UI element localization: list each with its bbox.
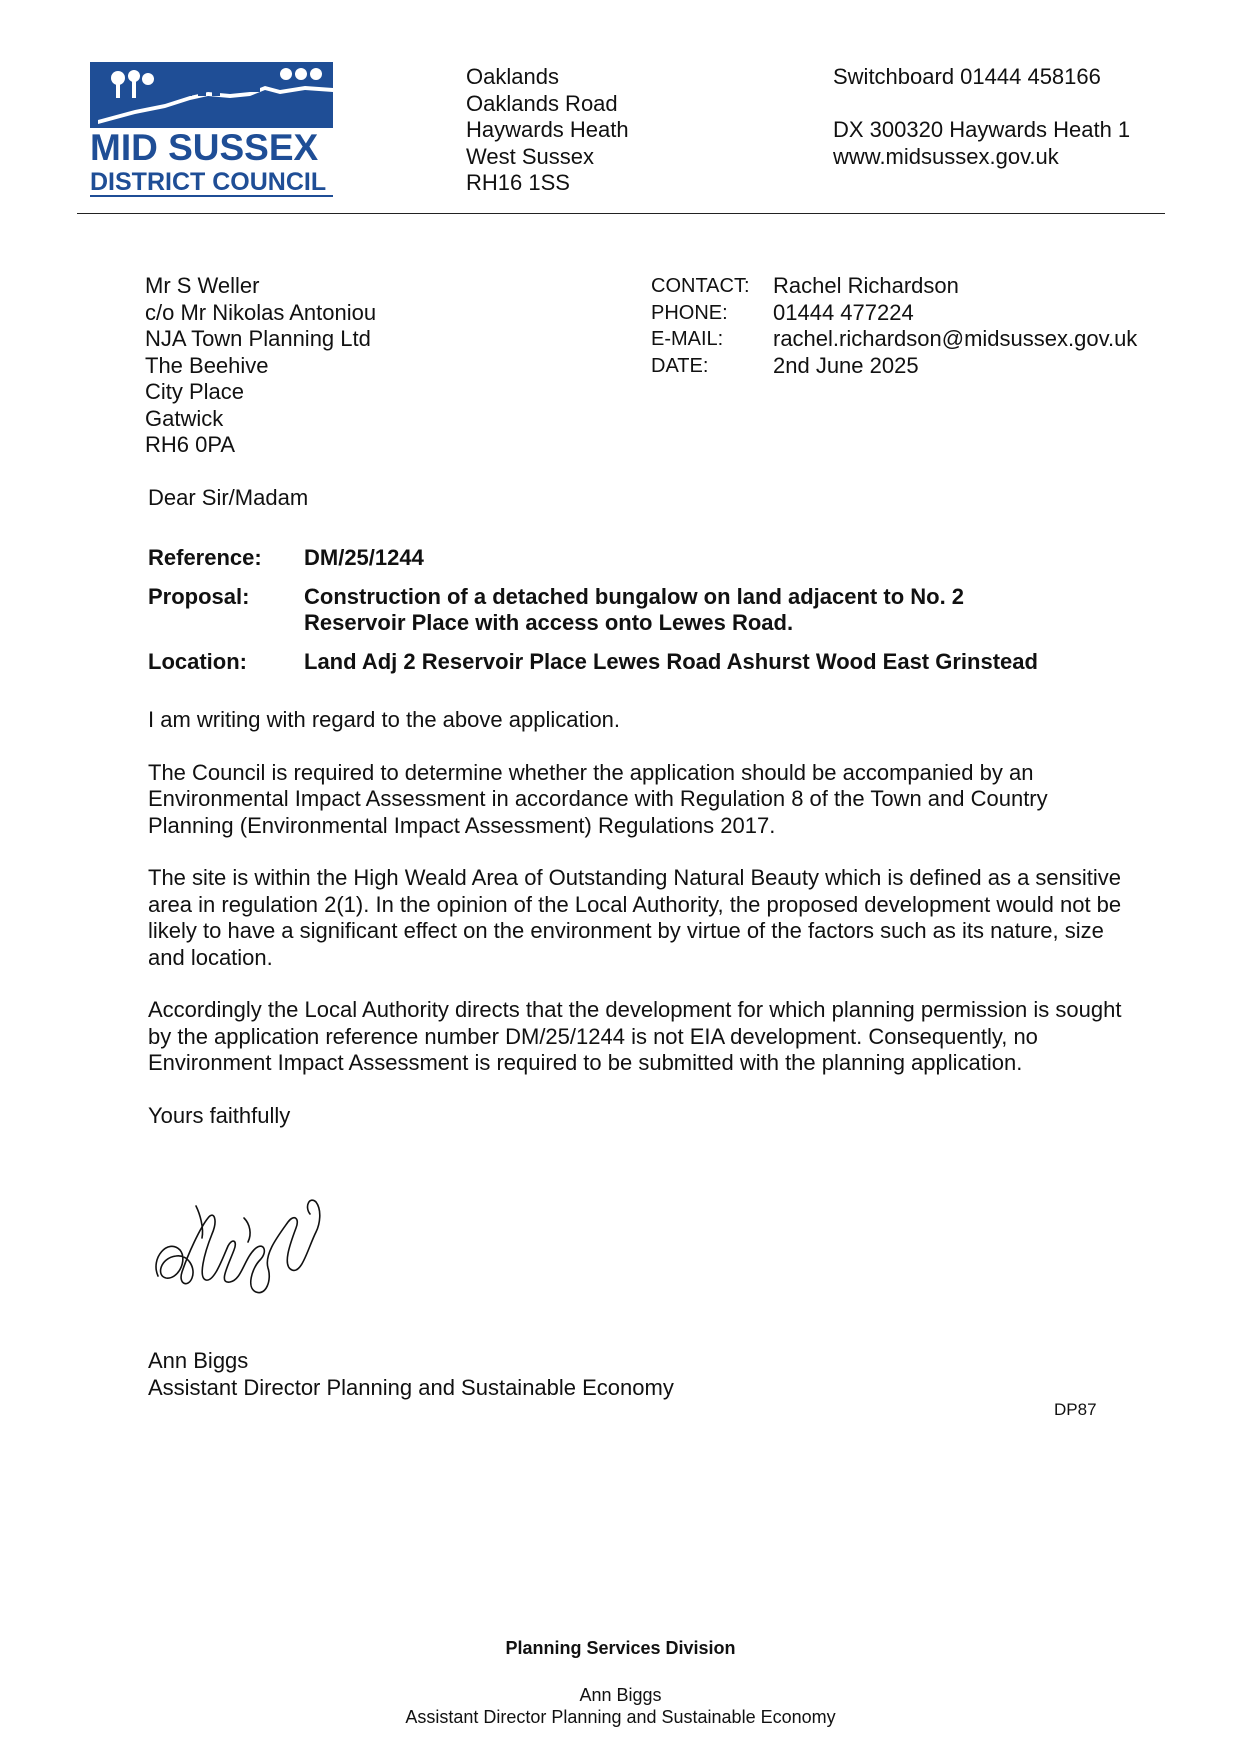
application-references <box>148 545 1084 687</box>
header-divider <box>77 213 1165 214</box>
body-paragraph: The site is within the High Weald Area of Outstanding Natural Beauty which is defined as a sensitive area in regulation 2(1). In the opinion of the Local Authority, the proposed development would not be likely to have a significant effect on the environment by virtue of the factors such as its nature, size and location. <box>148 865 1122 970</box>
salutation: Dear Sir/Madam <box>148 485 309 510</box>
footer-name: Ann Biggs <box>579 1685 662 1705</box>
council-address-line: Oaklands <box>466 64 559 89</box>
council-contact <box>833 64 1130 170</box>
council-logo <box>90 62 333 198</box>
recipient-line: NJA Town Planning Ltd <box>145 326 371 351</box>
meta-label: E-MAIL: <box>651 328 724 350</box>
council-address-line: Oaklands Road <box>466 90 618 116</box>
meta-contact <box>651 273 1137 300</box>
meta-value: Rachel Richardson <box>773 273 959 298</box>
email-link[interactable]: rachel.richardson@midsussex.gov.uk <box>773 326 1138 351</box>
meta-value: 2nd June 2025 <box>773 352 919 378</box>
footer-division: Planning Services Division <box>505 1638 736 1658</box>
letter-body <box>148 707 1128 1155</box>
reference-value: DM/25/1244 <box>304 545 424 570</box>
switchboard-number: Switchboard 01444 458166 <box>833 64 1101 89</box>
body-paragraph: I am writing with regard to the above application. <box>148 707 621 732</box>
proposal-label: Proposal: <box>148 583 250 609</box>
logo-text-line2: DISTRICT COUNCIL <box>90 168 327 196</box>
recipient-address <box>145 273 376 459</box>
recipient-line: c/o Mr Nikolas Antoniou <box>145 299 377 325</box>
meta-label: CONTACT: <box>651 275 750 297</box>
form-code: DP87 <box>1054 1400 1097 1419</box>
footer-signatory <box>0 1684 1241 1728</box>
footer-title: Assistant Director Planning and Sustainable Economy <box>405 1707 836 1727</box>
signature-icon <box>148 1188 323 1296</box>
body-paragraph: Accordingly the Local Authority directs that the development for which planning permission is sought by the application reference number DM/25/1244 is not EIA development. Consequently, no Environment Impact Assessment is required to be submitted with the planning application. <box>148 997 1122 1075</box>
council-website-link[interactable]: www.midsussex.gov.uk <box>833 143 1059 169</box>
council-logo-graphic <box>90 62 333 198</box>
letter-meta <box>651 273 1137 379</box>
meta-label: DATE: <box>651 354 709 377</box>
signatory-block <box>148 1348 674 1401</box>
proposal-value: Construction of a detached bungalow on land adjacent to No. 2 Reservoir Place with access onto Lewes Road. <box>304 583 965 635</box>
meta-value: 01444 477224 <box>773 299 914 325</box>
meta-label: PHONE: <box>651 301 728 324</box>
reference-label: Reference: <box>148 545 262 570</box>
dx-address: DX 300320 Haywards Heath 1 <box>833 117 1131 142</box>
council-address-line: Haywards Heath <box>466 117 629 142</box>
handwritten-signature <box>148 1188 323 1296</box>
signatory-title: Assistant Director Planning and Sustainable Economy <box>148 1374 674 1400</box>
signatory-name: Ann Biggs <box>148 1348 249 1373</box>
recipient-line: City Place <box>145 379 245 404</box>
proposal-row <box>148 584 1084 637</box>
recipient-line: The Beehive <box>145 352 269 378</box>
recipient-line: RH6 0PA <box>145 432 236 457</box>
meta-date <box>651 353 1137 380</box>
logo-text-line1: MID SUSSEX <box>90 127 319 168</box>
body-paragraph: The Council is required to determine whether the application should be accompanied by an Environmental Impact Assessment in accordance with Regulation 8 of the Town and Country Planning (Environmental Impact Assessment) Regulations 2017. <box>148 759 1048 838</box>
council-address <box>466 64 629 197</box>
reference-row <box>148 545 1084 572</box>
recipient-line: Gatwick <box>145 405 224 431</box>
meta-email <box>651 326 1137 353</box>
council-address-line: West Sussex <box>466 143 594 169</box>
recipient-line: Mr S Weller <box>145 273 260 298</box>
closing: Yours faithfully <box>148 1102 291 1128</box>
location-label: Location: <box>148 648 247 674</box>
meta-phone <box>651 300 1137 327</box>
location-value: Land Adj 2 Reservoir Place Lewes Road Ashurst Wood East Grinstead <box>304 648 1038 674</box>
council-address-line: RH16 1SS <box>466 170 570 195</box>
location-row <box>148 649 1084 676</box>
